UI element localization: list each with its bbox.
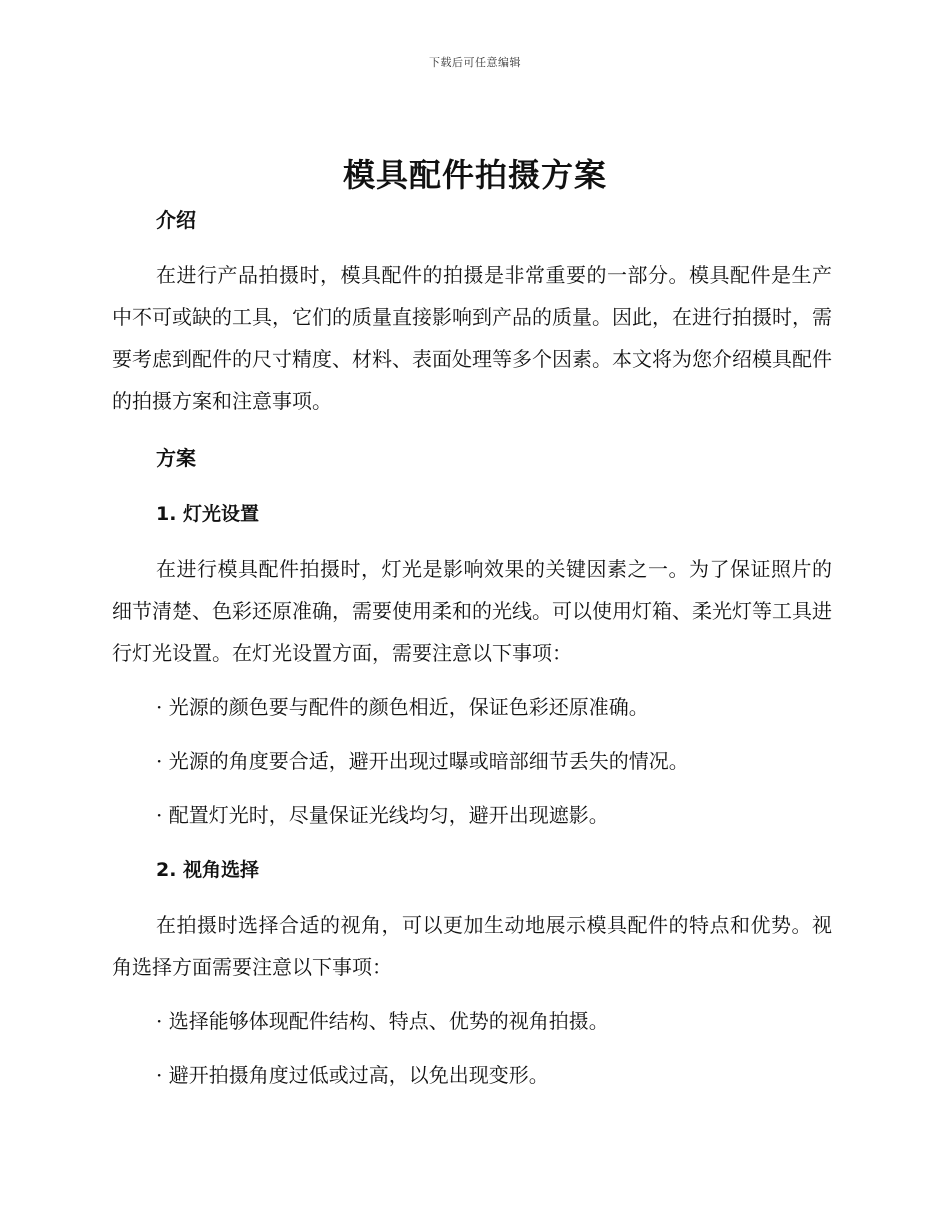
list-item: · 避开拍摄角度过低或过高，以免出现变形。 xyxy=(156,1063,549,1087)
list-item: · 选择能够体现配件结构、特点、优势的视角拍摄。 xyxy=(156,1009,609,1033)
document-title: 模具配件拍摄方案 xyxy=(342,156,607,194)
sub-heading-angle: 2. 视角选择 xyxy=(156,859,260,881)
list-item: · 光源的颜色要与配件的颜色相近，保证色彩还原准确。 xyxy=(156,695,649,719)
header-note: 下载后可任意编辑 xyxy=(429,56,521,69)
intro-paragraph: 在进行产品拍摄时，模具配件的拍摄是非常重要的一部分。模具配件是生产中不可或缺的工具，它们的质量直接影响到产品的质量。因此，在进行拍摄时，需要考虑到配件的尺寸精度、材料、表面处理等多个因素。本文将为您介绍模具配件的拍摄方案和注意事项。 xyxy=(112,263,832,413)
list-item: · 配置灯光时，尽量保证光线均匀，避开出现遮影。 xyxy=(156,803,609,827)
document-body xyxy=(112,198,832,1096)
sub-heading-lighting: 1. 灯光设置 xyxy=(156,503,260,525)
angle-paragraph: 在拍摄时选择合适的视角，可以更加生动地展示模具配件的特点和优势。视角选择方面需要注意以下事项： xyxy=(112,913,832,979)
list-item: · 光源的角度要合适，避开出现过曝或暗部细节丢失的情况。 xyxy=(156,749,689,773)
section-heading-plan: 方案 xyxy=(156,446,196,470)
section-heading-intro: 介绍 xyxy=(156,208,196,232)
lighting-paragraph: 在进行模具配件拍摄时，灯光是影响效果的关键因素之一。为了保证照片的细节清楚、色彩还原准确，需要使用柔和的光线。可以使用灯箱、柔光灯等工具进行灯光设置。在灯光设置方面，需要注意以下事项： xyxy=(112,557,832,665)
